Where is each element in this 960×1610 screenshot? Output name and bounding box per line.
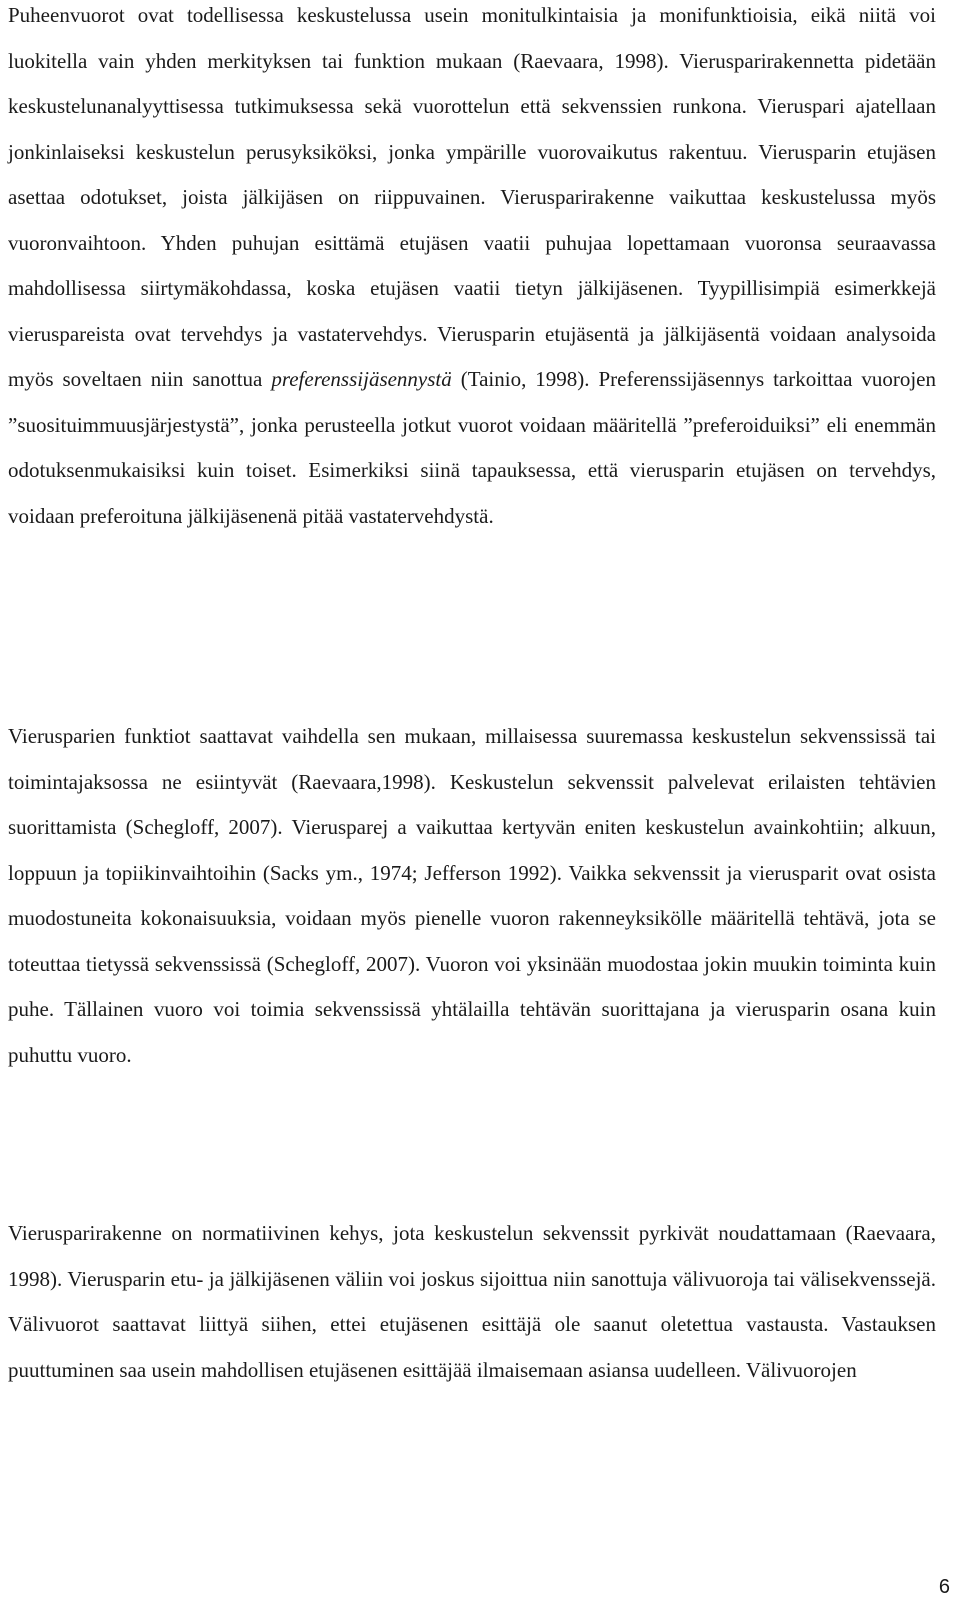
paragraph-3-text: Vierusparirakenne on normatiivinen kehys, jota keskustelun sekvenssit pyrkivät noudattamaan (Raevaara, 1998). Vierusparin etu- ja jälkijäsenen väliin voi joskus sijoittua niin sanottuja välivuoroja tai välisekvenssejä. Välivuorot saattavat liittyä siihen, ettei etujäsenen esittäjä ole saanut oletettua vastausta. Vastauksen puuttuminen saa usein mahdollisen etujäsenen esittäjää ilmaisemaan asiansa uudelleen. Välivuorojen xyxy=(8,1221,936,1382)
page-number: 6 xyxy=(938,1576,950,1598)
body-paragraph-1 xyxy=(8,0,936,539)
paragraph-1-italic-term: preferenssijäsennystä xyxy=(271,367,452,391)
body-paragraph-3 xyxy=(8,1211,936,1393)
paragraph-1-text-b: (Tainio, 1998). Preferenssijäsennys tarkoittaa vuorojen ”suosituimmuusjärjestystä”, jonka perusteella jotkut vuorot voidaan määritellä ”preferoiduiksi” eli enemmän odotuksenmukaisiksi kuin toiset. Esimerkiksi siinä tapauksessa, että vierusparin etujäsen on tervehdys, voidaan preferoituna jälkijäsenenä pitää vastatervehdystä. xyxy=(8,367,937,528)
paragraph-2-text: Vierusparien funktiot saattavat vaihdella sen mukaan, millaisessa suuremassa keskustelun sekvenssissä tai toimintajaksossa ne esiintyvät (Raevaara,1998). Keskustelun sekvenssit palvelevat erilaisten tehtävien suorittamista (Schegloff, 2007). Vierusparej a vaikuttaa kertyvän eniten keskustelun avainkohtiin; alkuun, loppuun ja topiikinvaihtoihin (Sacks ym., 1974; Jefferson 1992). Vaikka sekvenssit ja vierusparit ovat osista muodostuneita kokonaisuuksia, voidaan myös pienelle vuoron rakenneyksikölle määritellä tehtävä, jota se toteuttaa tietyssä sekvenssissä (Schegloff, 2007). Vuoron voi yksinään muodostaa jokin muukin toiminta kuin puhe. Tällainen vuoro voi toimia sekvenssissä yhtälailla tehtävän suorittajana ja vierusparin osana kuin puhuttu vuoro. xyxy=(8,724,936,1067)
paragraph-1-text-a: Puheenvuorot ovat todellisessa keskustelussa usein monitulkintaisia ja monifunktioisia, eikä niitä voi luokitella vain yhden merkityksen tai funktion mukaan (Raevaara, 1998). Vierusparirakennetta pidetään keskustelunanalyyttisessa tutkimuksessa sekä vuorottelun että sekvenssien runkona. Vieruspari ajatellaan jonkinlaiseksi keskustelun perusyksiköksi, jonka ympärille vuorovaikutus rakentuu. Vierusparin etujäsen asettaa odotukset, joista jälkijäsen on riippuvainen. Vierusparirakenne vaikuttaa keskustelussa myös vuoronvaihtoon. Yhden puhujan esittämä etujäsen vaatii puhujaa lopettamaan vuoronsa seuraavassa mahdollisessa siirtymäkohdassa, koska etujäsen vaatii tietyn jälkijäsenen. Tyypillisimpiä esimerkkejä vieruspareista ovat tervehdys ja vastatervehdys. Vierusparin etujäsentä ja jälkijäsentä voidaan analysoida myös soveltaen niin sanottua xyxy=(8,3,936,391)
body-paragraph-2 xyxy=(8,714,936,1078)
